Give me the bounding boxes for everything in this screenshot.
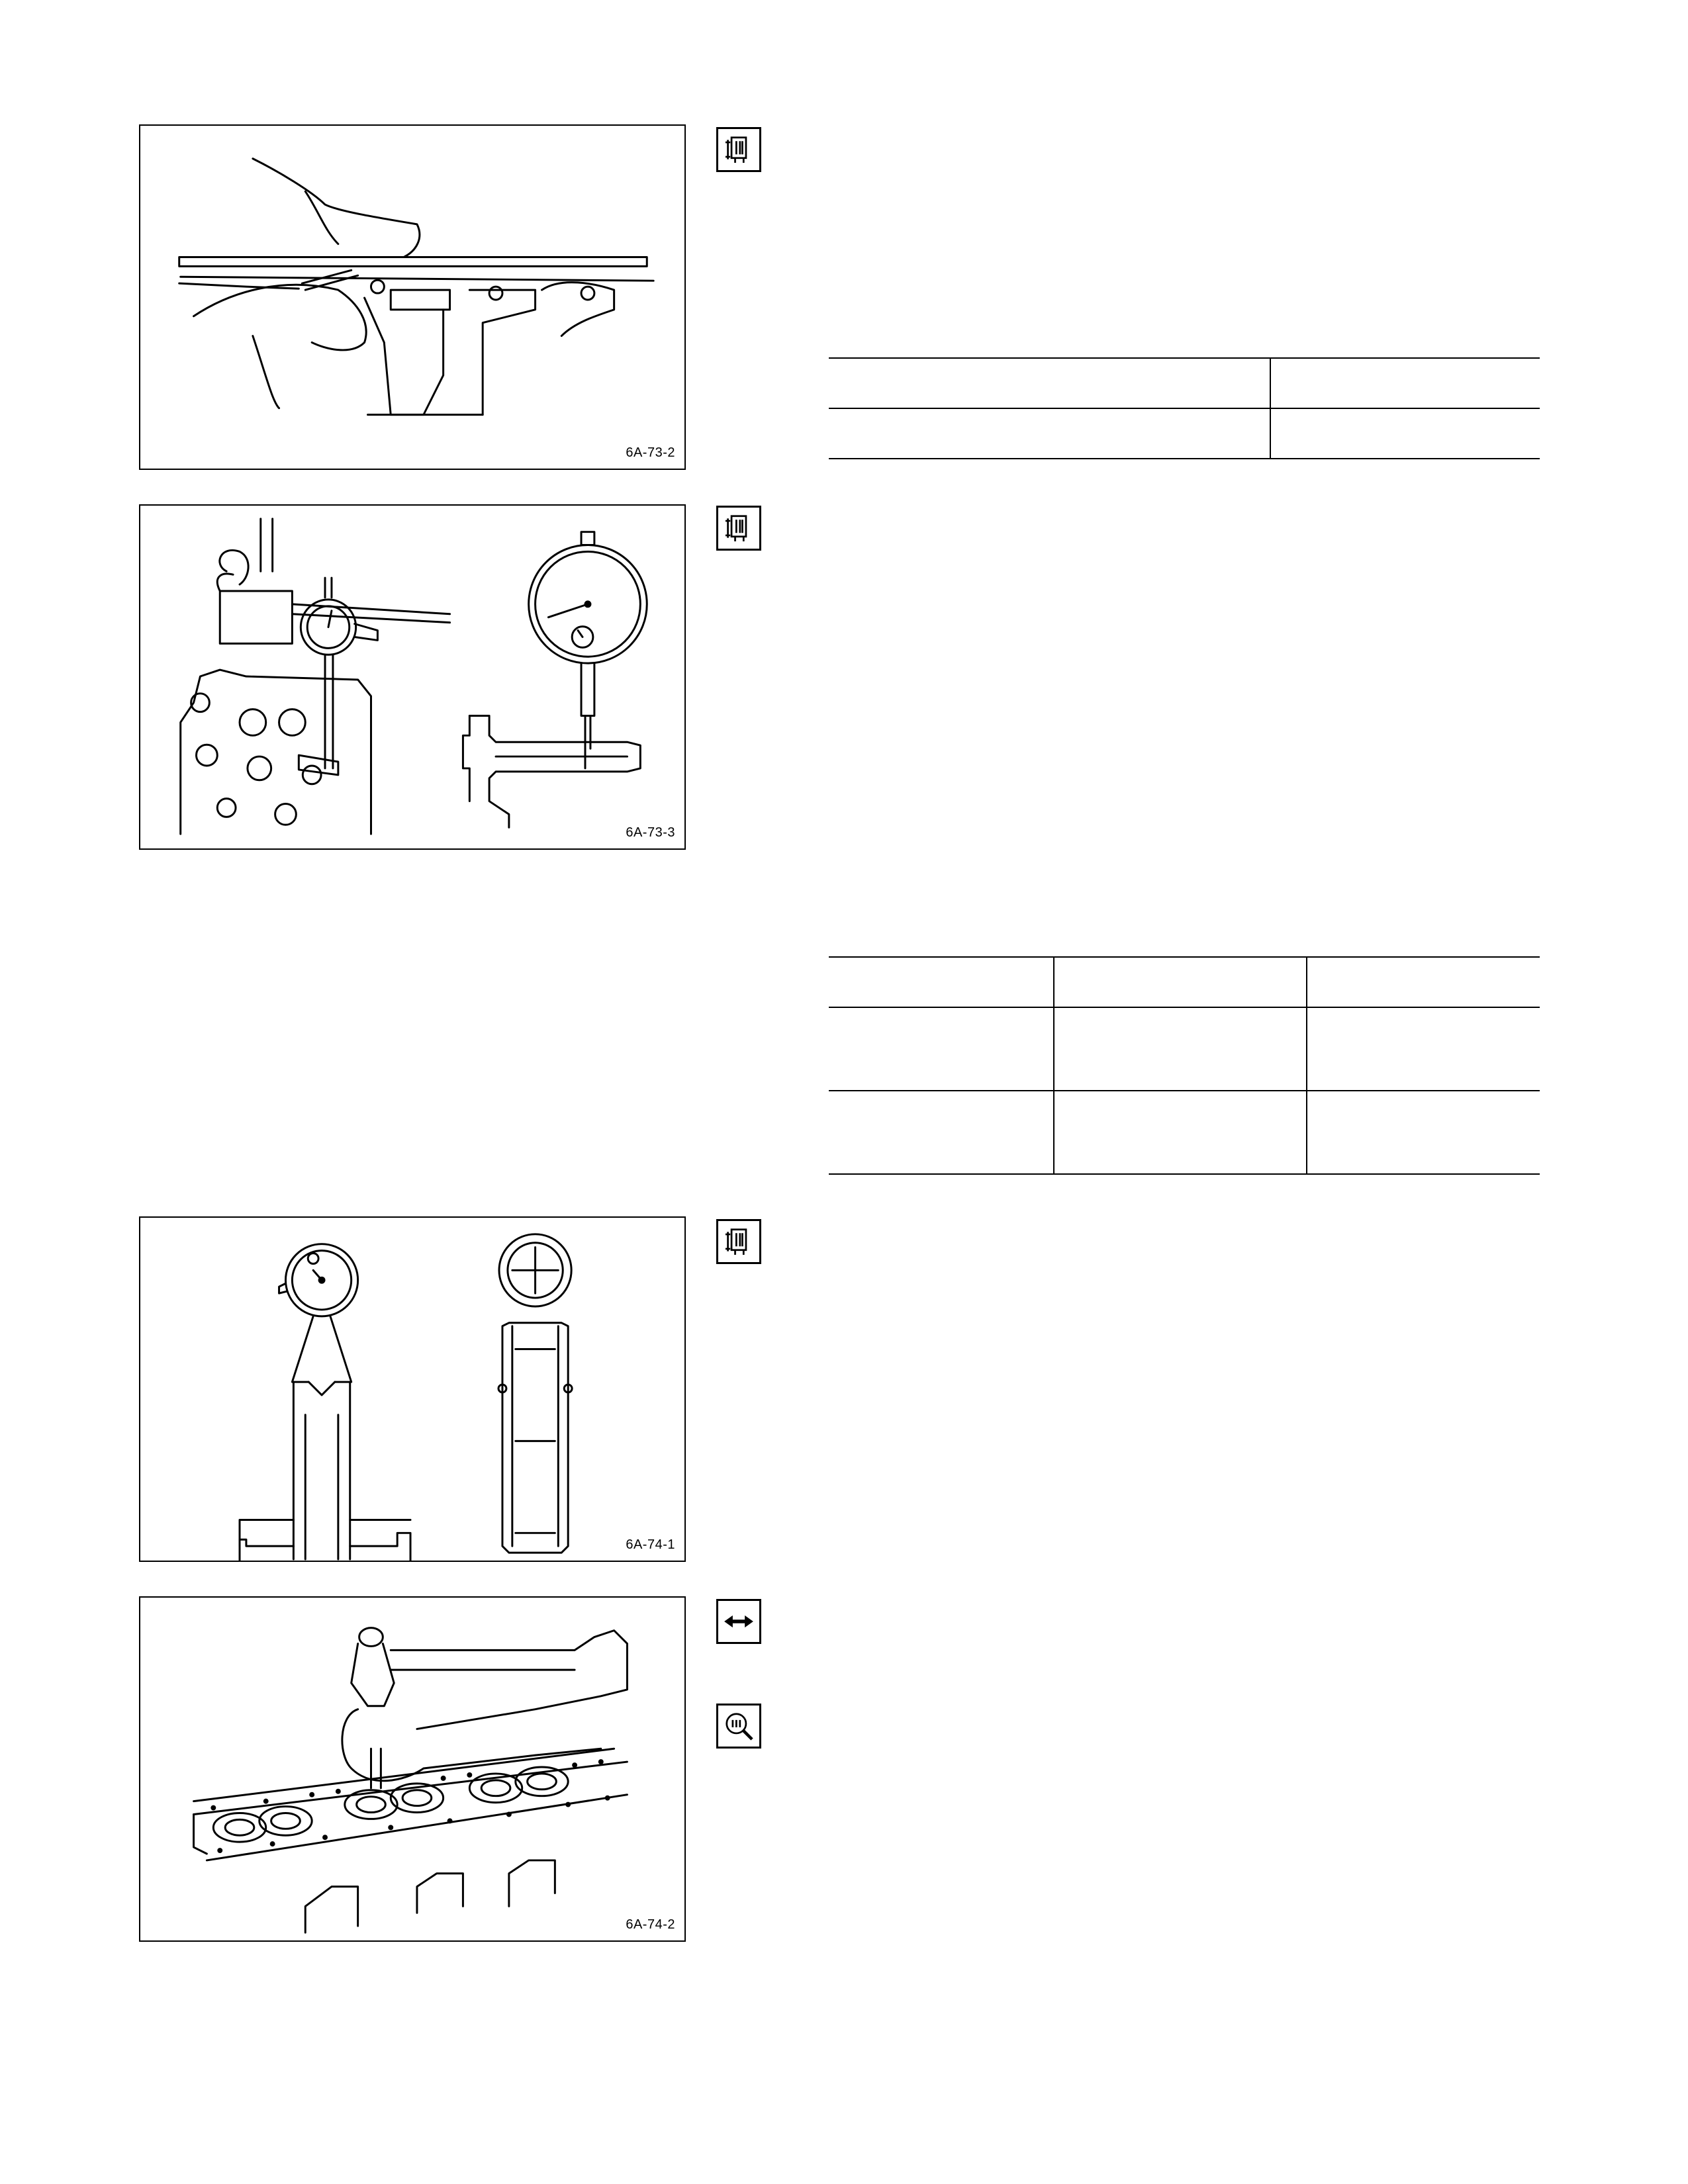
figure-label: 6A-73-2	[626, 445, 675, 460]
table-cell	[1054, 957, 1306, 1007]
figure-bore-gauge	[139, 1216, 686, 1562]
measure-icon	[716, 506, 761, 551]
spec-table-1	[829, 357, 1540, 459]
figure-manifold-straightedge	[139, 124, 686, 470]
figure-label: 6A-74-2	[626, 1917, 675, 1932]
inspect-magnifier-icon	[716, 1704, 761, 1749]
measure-icon	[716, 127, 761, 172]
table-cell	[829, 1007, 1054, 1091]
table-cell	[829, 408, 1270, 459]
manifold-illustration	[140, 126, 684, 469]
spec-table-2	[829, 956, 1540, 1175]
remove-arrows-icon	[716, 1599, 761, 1644]
table-cell	[1307, 1091, 1540, 1174]
table-cell	[1054, 1091, 1306, 1174]
table-cell	[829, 1091, 1054, 1174]
bore-gauge-illustration	[140, 1218, 684, 1561]
table-row	[829, 1007, 1540, 1091]
measure-icon	[716, 1219, 761, 1264]
table-row	[829, 1091, 1540, 1174]
figure-label: 6A-74-1	[626, 1537, 675, 1552]
table-cell	[1307, 1007, 1540, 1091]
table-cell	[1270, 358, 1540, 408]
table-cell	[1270, 408, 1540, 459]
table-cell	[829, 957, 1054, 1007]
table-cell	[1054, 1007, 1306, 1091]
table-cell	[829, 358, 1270, 408]
table-cell	[1307, 957, 1540, 1007]
dial-indicator-illustration	[140, 506, 684, 848]
table-row	[829, 408, 1540, 459]
figure-label: 6A-73-3	[626, 825, 675, 840]
figure-hammer-guide-removal	[139, 1596, 686, 1942]
figure-dial-indicator	[139, 504, 686, 850]
hammer-illustration	[140, 1598, 684, 1940]
table-row	[829, 957, 1540, 1007]
table-row	[829, 358, 1540, 408]
